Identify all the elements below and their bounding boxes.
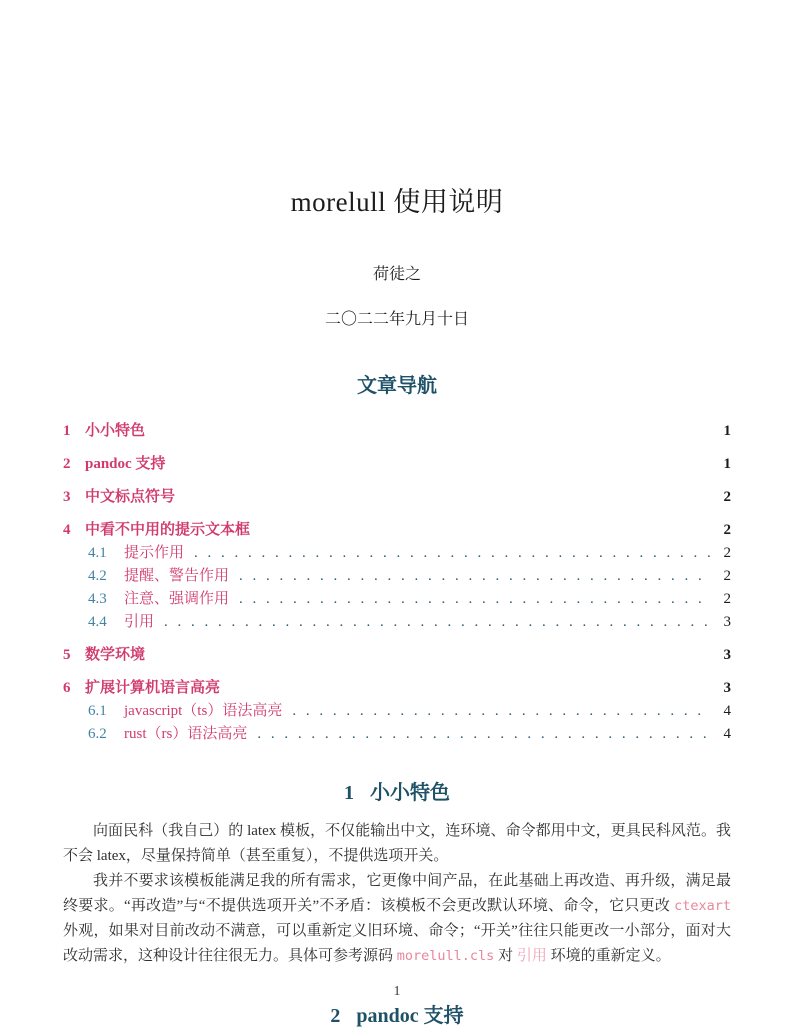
toc-entry[interactable] [63,542,731,565]
toc-entry[interactable] [63,700,731,723]
toc-entry-label[interactable]: 注意、强调作用 [124,591,230,607]
paragraph [63,869,731,969]
toc-entry[interactable] [63,565,731,588]
toc-entry-page: 1 [723,423,731,439]
table-of-contents [63,420,731,746]
text-run: 我并不要求该模板能满足我的所有需求，它更像中间产品，在此基础上再改造、再升级，满足最终要求。“再改造”与“不提供选项开关”不矛盾：该模板不会更改默认环境、命令，它只更改 [63,873,731,914]
inline-link[interactable]: 引用 [516,948,547,964]
toc-entry-label[interactable]: rust（rs）语法高亮 [124,726,248,742]
toc-entry-page: 4 [723,726,731,742]
toc-entry[interactable] [63,588,731,611]
toc-entry-number: 4.1 [88,545,107,561]
toc-dot-leader [239,565,709,588]
page-footer [0,984,794,1000]
inline-code: ctexart [674,898,731,914]
toc-entry-label[interactable]: javascript（ts）语法高亮 [124,703,283,719]
toc-entry-number: 4.3 [88,591,107,607]
toc-entry-page: 2 [723,545,731,561]
toc-entry-page: 3 [723,647,731,663]
section-title: pandoc 支持 [356,1005,464,1027]
section-2-heading [63,999,731,1028]
toc-entry[interactable] [63,644,731,667]
toc-entry-page: 3 [723,614,731,630]
document-title: morelull 使用说明 [290,187,504,217]
toc-entry-label[interactable]: 引用 [124,614,155,630]
toc-entry-label[interactable]: 提示作用 [124,545,185,561]
toc-entry-number: 4.2 [88,568,107,584]
toc-entry-page: 2 [723,489,731,505]
section-1-body [63,819,731,969]
text-run: 对 [494,948,517,964]
inline-code: morelull.cls [396,948,495,964]
text-run: 外观，如果对目前改动不满意，可以重新定义旧环境、命令；“开关”往往只能更改一小部分，面对大改动需求，这种设计往往很无力。具体可参考源码 [63,923,731,964]
toc-entry[interactable] [63,611,731,634]
section-number: 2 [330,1005,341,1027]
page-number: 1 [393,984,401,999]
toc-entry[interactable] [63,486,731,509]
toc-dot-leader [292,700,709,723]
toc-entry-page: 2 [723,568,731,584]
toc-entry-page: 2 [723,591,731,607]
toc-entry-label[interactable]: 提醒、警告作用 [124,568,230,584]
paragraph [63,819,731,869]
toc-entry-label[interactable]: 中看不中用的提示文本框 [85,522,251,538]
toc-entry-number: 6 [63,680,71,696]
toc-entry[interactable] [63,420,731,443]
text-run: 环境的重新定义。 [546,948,671,964]
toc-entry[interactable] [63,723,731,746]
toc-entry-label[interactable]: 中文标点符号 [85,489,176,505]
toc-dot-leader [194,542,709,565]
toc-entry-page: 3 [723,680,731,696]
toc-entry-number: 5 [63,647,71,663]
toc-dot-leader [239,588,709,611]
toc-entry-page: 2 [723,522,731,538]
section-1-heading [63,776,731,805]
toc-heading: 文章导航 [357,375,437,397]
toc-entry-number: 4.4 [88,614,107,630]
toc-entry[interactable] [63,453,731,476]
toc-entry-label[interactable]: pandoc 支持 [85,456,166,472]
toc-entry[interactable] [63,519,731,542]
document-author: 荷徒之 [372,266,421,283]
toc-dot-leader [164,611,709,634]
toc-entry-number: 1 [63,423,71,439]
toc-entry-number: 6.2 [88,726,107,742]
toc-entry-label[interactable]: 数学环境 [85,647,146,663]
toc-entry-number: 3 [63,489,71,505]
section-1 [63,776,731,969]
text-run: 向面民科（我自己）的 latex 模板，不仅能输出中文，连环境、命令都用中文，更具民科风范。我不会 latex，尽量保持简单（甚至重复），不提供选项开关。 [63,823,731,864]
section-title: 小小特色 [370,782,450,804]
toc-entry[interactable] [63,677,731,700]
section-number: 1 [344,782,354,804]
toc-entry-number: 6.1 [88,703,107,719]
toc-entry-page: 4 [723,703,731,719]
section-2 [63,999,731,1028]
title-block [63,0,731,329]
toc-entry-page: 1 [723,456,731,472]
toc-entry-number: 4 [63,522,71,538]
toc-entry-label[interactable]: 扩展计算机语言高亮 [85,680,221,696]
toc-dot-leader [257,723,709,746]
toc-entry-number: 2 [63,456,71,472]
document-date: 二〇二二年九月十日 [324,311,469,328]
toc-entry-label[interactable]: 小小特色 [85,423,146,439]
